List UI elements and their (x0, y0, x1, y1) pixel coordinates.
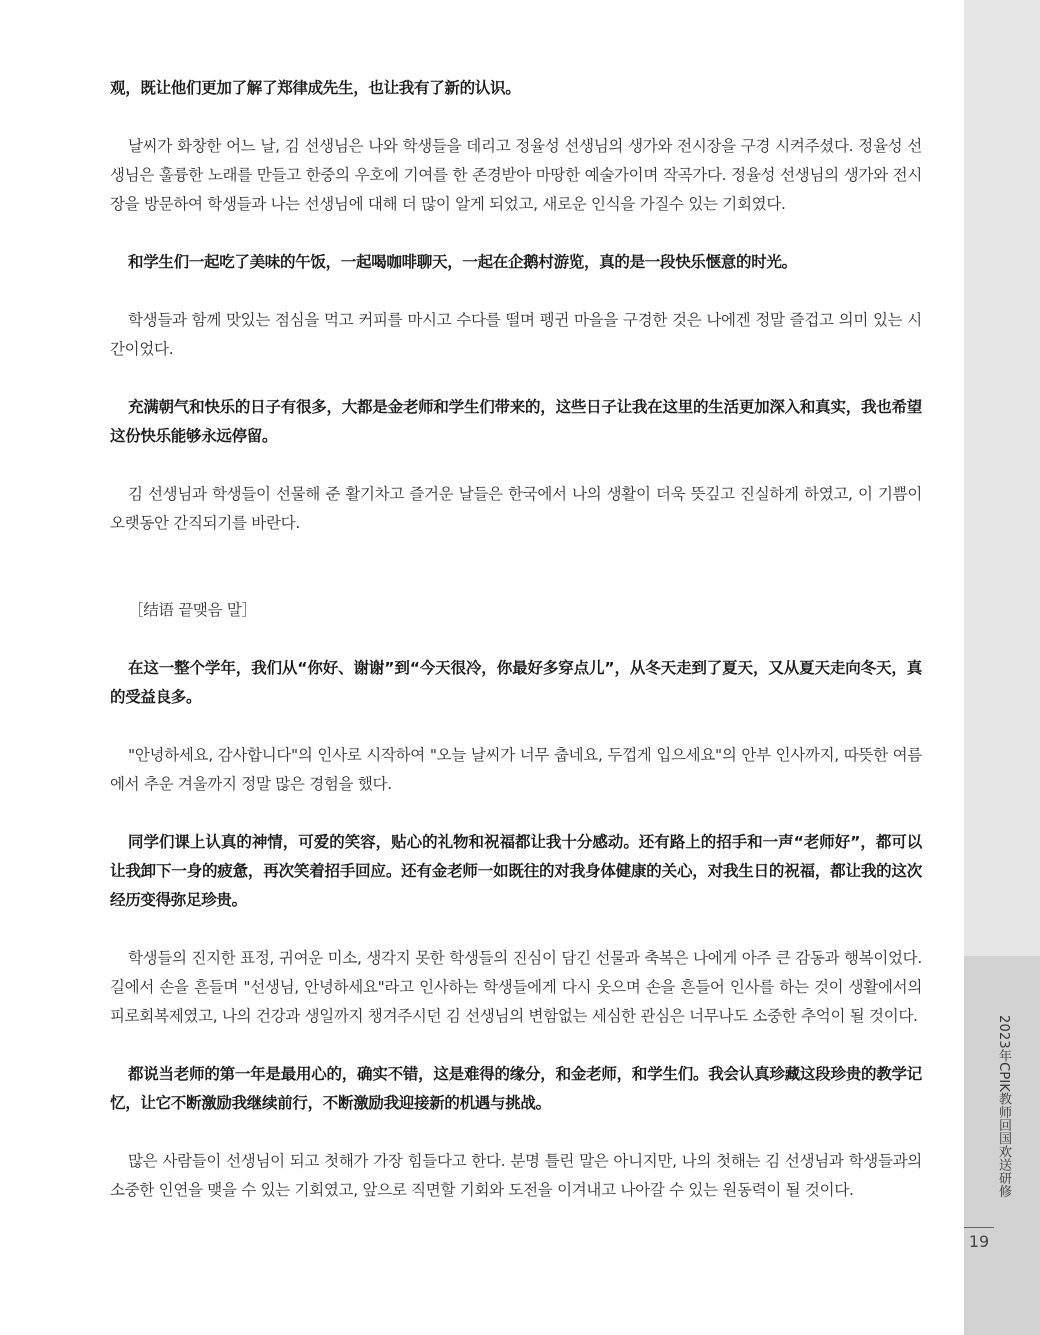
paragraph-ko: 학생들의 진지한 표정, 귀여운 미소, 생각지 못한 학생들의 진심이 담긴 선물과 축복은 나에게 아주 큰 감동과 행복이었다. 길에서 손을 흔들며 "선생님, 안녕하세요"라고 인사하는 학생들에게 다시 웃으며 손을 흔들어 인사를 하는 것이 생활에서의 피로회복제였고, 나의 건강과 생일까지 챙겨주시던 김 선생님의 변함없는 세심한 관심은 너무나도 소중한 추억이 될 것이다. (110, 949, 922, 1025)
running-title: 2023年CPIK教师回国欢送研修 (996, 1015, 1011, 1198)
paragraph-cn: 都说当老师的第一年是最用心的，确实不错，这是难得的缘分，和金老师，和学生们。我会认真珍藏这段珍贵的教学记忆，让它不断激励我继续前行，不断激励我迎接新的机遇与挑战。 (110, 1065, 922, 1112)
paragraph-cn: 在这一整个学年，我们从“你好、谢谢”到“今天很冷，你最好多穿点儿”，从冬天走到了夏天，又从夏天走向冬天，真的受益良多。 (110, 659, 922, 706)
paragraph-ko: 많은 사람들이 선생님이 되고 첫해가 가장 힘들다고 한다. 분명 틀린 말은 아니지만, 나의 첫해는 김 선생님과 학생들과의 소중한 인연을 맺을 수 있는 기회였고, 앞으로 직면할 기회와 도전을 이겨내고 나아갈 수 있는 원동력이 될 것이다. (110, 1152, 922, 1199)
paragraph-cn: 同学们课上认真的神情，可爱的笑容，贴心的礼物和祝福都让我十分感动。还有路上的招手和一声“老师好”，都可以让我卸下一身的疲惫，再次笑着招手回应。还有金老师一如既往的对我身体健康的关心，对我生日的祝福，都让我的这次经历变得弥足珍贵。 (110, 833, 922, 909)
page-sidebar (964, 0, 1040, 1335)
paragraph-ko: 김 선생님과 학생들이 선물해 준 활기차고 즐거운 날들은 한국에서 나의 생활이 더욱 뜻깊고 진실하게 하였고, 이 기쁨이 오랫동안 간직되기를 바란다. (110, 485, 922, 532)
page-number-rule (964, 1227, 994, 1228)
paragraph-cn: 和学生们一起吃了美味的午饭，一起喝咖啡聊天，一起在企鹅村游览，真的是一段快乐惬意的时光。 (128, 253, 797, 271)
section-heading: ［结语 끝맺음 말］ (128, 601, 257, 619)
paragraph-cn: 充满朝气和快乐的日子有很多，大都是金老师和学生们带来的，这些日子让我在这里的生活更加深入和真实，我也希望这份快乐能够永远停留。 (110, 398, 922, 445)
paragraph-ko: 학생들과 함께 맛있는 점심을 먹고 커피를 마시고 수다를 떨며 펭귄 마을을 구경한 것은 나에겐 정말 즐겁고 의미 있는 시간이었다. (110, 311, 922, 358)
paragraph-ko: "안녕하세요, 감사합니다"의 인사로 시작하여 "오늘 날씨가 너무 춥네요, 두껍게 입으세요"의 안부 인사까지, 따뜻한 여름에서 추운 겨울까지 정말 많은 경험을 했다. (110, 746, 922, 793)
article-body (110, 74, 922, 1205)
paragraph-ko: 날씨가 화창한 어느 날, 김 선생님은 나와 학생들을 데리고 정율성 선생님의 생가와 전시장을 구경 시켜주셨다. 정율성 선생님은 훌륭한 노래를 만들고 한중의 우호에 기여를 한 존경받아 마땅한 예술가이며 작곡가다. 정율성 선생님의 생가와 전시장을 방문하여 학생들과 나는 선생님에 대해 더 많이 알게 되었고, 새로운 인식을 가질수 있는 기회였다. (110, 137, 922, 213)
paragraph-cn: 观，既让他们更加了解了郑律成先生，也让我有了新的认识。 (110, 79, 521, 97)
page-number: 19 (968, 1232, 990, 1251)
